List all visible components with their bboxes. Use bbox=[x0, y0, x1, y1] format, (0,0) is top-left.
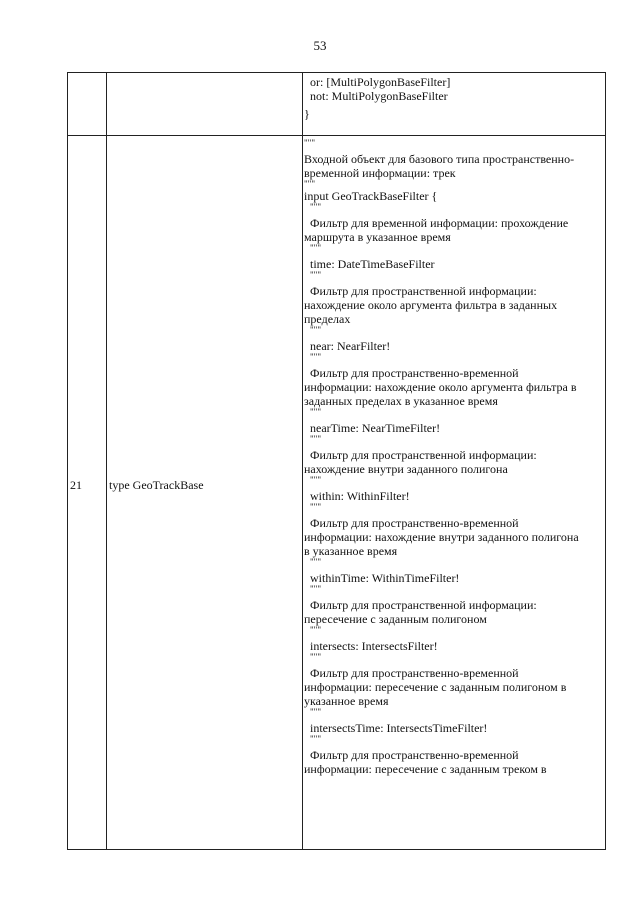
docstring-quote: """ bbox=[310, 502, 322, 512]
docstring-quote: """ bbox=[310, 557, 322, 567]
row-number-cell bbox=[68, 136, 107, 850]
docstring-quote: """ bbox=[310, 325, 322, 335]
definition-line: Фильтр для пространственно-временной bbox=[304, 366, 519, 380]
definition-line: временной информации: трек bbox=[304, 166, 456, 180]
definition-line: intersectsTime: IntersectsTimeFilter! bbox=[304, 721, 488, 735]
definition-line: time: DateTimeBaseFilter bbox=[304, 257, 435, 271]
definition-line: в указанное время bbox=[304, 544, 398, 558]
docstring-quote: """ bbox=[310, 475, 322, 485]
docstring-quote: """ bbox=[304, 138, 316, 148]
definition-line: intersects: IntersectsFilter! bbox=[304, 639, 438, 653]
definition-line: Фильтр для пространственной информации: bbox=[304, 598, 537, 612]
type-name: type GeoTrackBase bbox=[109, 478, 204, 492]
definition-line: информации: нахождение около аргумента фильтра в bbox=[304, 380, 577, 394]
docstring-quote: """ bbox=[310, 584, 322, 594]
type-name-cell bbox=[107, 136, 303, 850]
definition-line: маршрута в указанное время bbox=[304, 230, 451, 244]
definition-line: Входной объект для базового типа пространственно- bbox=[304, 152, 575, 166]
definition-line: } bbox=[304, 107, 310, 121]
definition-line: Фильтр для пространственно-временной bbox=[304, 748, 519, 762]
definition-line: or: [MultiPolygonBaseFilter] bbox=[304, 75, 451, 89]
definition-line: нахождение внутри заданного полигона bbox=[304, 462, 508, 476]
definition-line: nearTime: NearTimeFilter! bbox=[304, 421, 441, 435]
row-number: 21 bbox=[70, 478, 82, 492]
page-number: 53 bbox=[313, 38, 327, 53]
definition-line: Фильтр для пространственной информации: bbox=[304, 448, 537, 462]
definition-line: Фильтр для пространственной информации: bbox=[304, 284, 537, 298]
definition-cell bbox=[303, 136, 606, 850]
docstring-quote: """ bbox=[310, 652, 322, 662]
table-row bbox=[68, 136, 606, 850]
row-number-cell bbox=[68, 73, 107, 136]
docstring-quote: """ bbox=[310, 270, 322, 280]
definition-line: указанное время bbox=[304, 694, 389, 708]
docstring-quote: """ bbox=[310, 243, 322, 253]
definition-line: пределах bbox=[304, 312, 351, 326]
docstring-quote: """ bbox=[304, 179, 316, 189]
definition-line: информации: пересечение с заданным полигоном в bbox=[304, 680, 567, 694]
table-row bbox=[68, 73, 606, 136]
docstring-quote: """ bbox=[310, 352, 322, 362]
definition-cell bbox=[303, 73, 606, 136]
type-name-cell bbox=[107, 73, 303, 136]
definition-line: Фильтр для пространственно-временной bbox=[304, 666, 519, 680]
docstring-quote: """ bbox=[310, 434, 322, 444]
docstring-quote: """ bbox=[310, 707, 322, 717]
definition-line: пересечение с заданным полигоном bbox=[304, 612, 487, 626]
definition-line: информации: нахождение внутри заданного полигона bbox=[304, 530, 579, 544]
definition-line: заданных пределах в указанное время bbox=[304, 394, 498, 408]
docstring-quote: """ bbox=[310, 625, 322, 635]
definition-line: нахождение около аргумента фильтра в заданных bbox=[304, 298, 558, 312]
definition-line: withinTime: WithinTimeFilter! bbox=[304, 571, 460, 585]
docstring-quote: """ bbox=[310, 734, 322, 744]
definition-line: input GeoTrackBaseFilter { bbox=[304, 189, 438, 203]
definition-line: near: NearFilter! bbox=[304, 339, 391, 353]
definition-line: not: MultiPolygonBaseFilter bbox=[304, 89, 448, 103]
docstring-quote: """ bbox=[310, 202, 322, 212]
docstring-quote: """ bbox=[310, 407, 322, 417]
definition-line: Фильтр для пространственно-временной bbox=[304, 516, 519, 530]
definition-table bbox=[67, 72, 606, 850]
definition-line: информации: пересечение с заданным треком в bbox=[304, 762, 547, 776]
definition-line: within: WithinFilter! bbox=[304, 489, 410, 503]
definition-line: Фильтр для временной информации: прохождение bbox=[304, 216, 569, 230]
